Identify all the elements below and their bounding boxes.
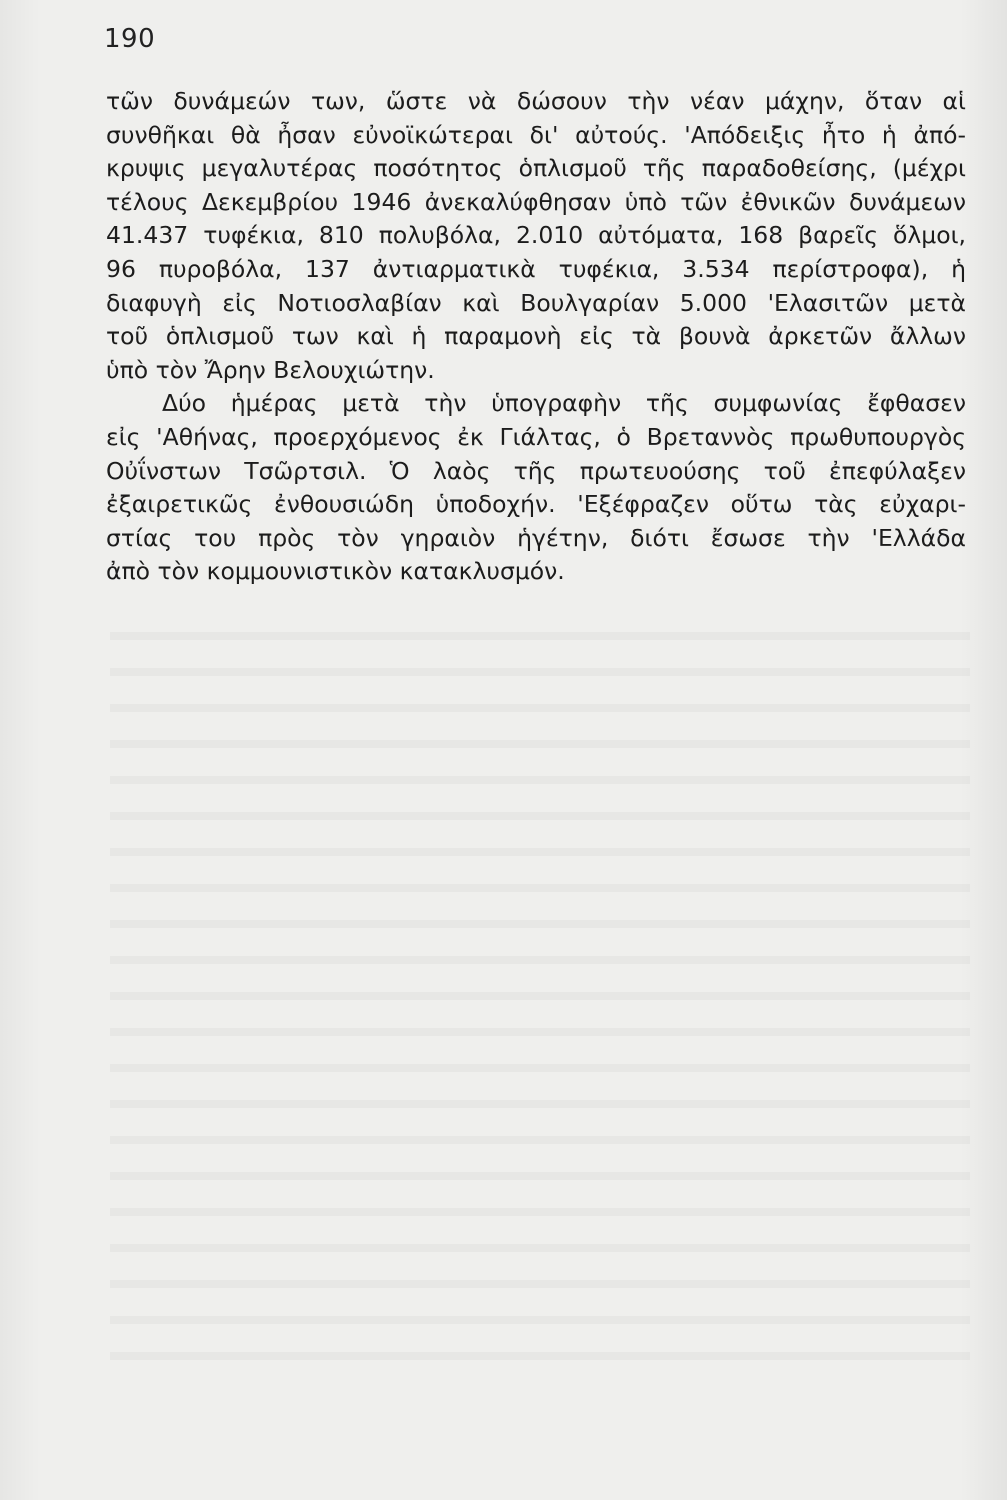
paragraph-1-line-6: 96 πυροβόλα, 137 ἀντιαρματικὰ τυφέκια, 3.534 περίστροφα), ἡ bbox=[106, 254, 966, 283]
paragraph-1-line-9: ὑπὸ τὸν Ἄρην Βελουχιώτην. bbox=[106, 355, 435, 384]
paragraph-1-line-3: κρυψις μεγαλυτέρας ποσότητος ὁπλισμοῦ τῆς παραδοθείσης, (μέχρι bbox=[106, 154, 966, 183]
paragraph-1-line-7: διαφυγὴ εἰς Νοτιοσλαβίαν καὶ Βουλγαρίαν 5.000 'Ελασιτῶν μετὰ bbox=[106, 288, 966, 317]
paragraph-2-line-1: Δύο ἡμέρας μετὰ τὴν ὑπογραφὴν τῆς συμφωνίας ἔφθασεν bbox=[162, 389, 966, 418]
paragraph-2-line-6: ἀπὸ τὸν κομμουνιστικὸν κατακλυσμόν. bbox=[106, 557, 565, 586]
paragraph-1-line-1: τῶν δυνάμεών των, ὥστε νὰ δώσουν τὴν νέαν μάχην, ὅταν αἱ bbox=[106, 87, 966, 115]
paragraph-1-line-5: 41.437 τυφέκια, 810 πολυβόλα, 2.010 αὐτόματα, 168 βαρεῖς ὅλμοι, bbox=[106, 221, 966, 250]
paragraph-1-line-2: συνθῆκαι θὰ ἦσαν εὐνοϊκώτεραι δι' αὐτούς. 'Απόδειξις ἦτο ἡ ἀπό- bbox=[106, 120, 966, 149]
paragraph-2-line-3: Οὐΐνστων Τσῶρτσιλ. Ὁ λαὸς τῆς πρωτευούσης τοῦ ἐπεφύλαξεν bbox=[106, 456, 966, 485]
body-text bbox=[106, 85, 966, 589]
bleed-through-texture bbox=[110, 610, 970, 1370]
page-number: 190 bbox=[104, 24, 156, 54]
paragraph-2-line-2: εἰς 'Αθήνας, προερχόμενος ἐκ Γιάλτας, ὁ Βρεταννὸς πρωθυπουργὸς bbox=[106, 422, 966, 451]
paragraph-2-line-4: ἐξαιρετικῶς ἐνθουσιώδη ὑποδοχήν. 'Εξέφραζεν οὕτω τὰς εὐχαρι- bbox=[106, 490, 966, 519]
paragraph-1-line-4: τέλους Δεκεμβρίου 1946 ἀνεκαλύφθησαν ὑπὸ τῶν ἐθνικῶν δυνάμεων bbox=[106, 187, 966, 216]
paragraph-1-line-8: τοῦ ὁπλισμοῦ των καὶ ἡ παραμονὴ εἰς τὰ βουνὰ ἀρκετῶν ἄλλων bbox=[106, 322, 966, 351]
paragraph-2-line-5: στίας του πρὸς τὸν γηραιὸν ἡγέτην, διότι ἔσωσε τὴν 'Ελλάδα bbox=[106, 523, 966, 552]
